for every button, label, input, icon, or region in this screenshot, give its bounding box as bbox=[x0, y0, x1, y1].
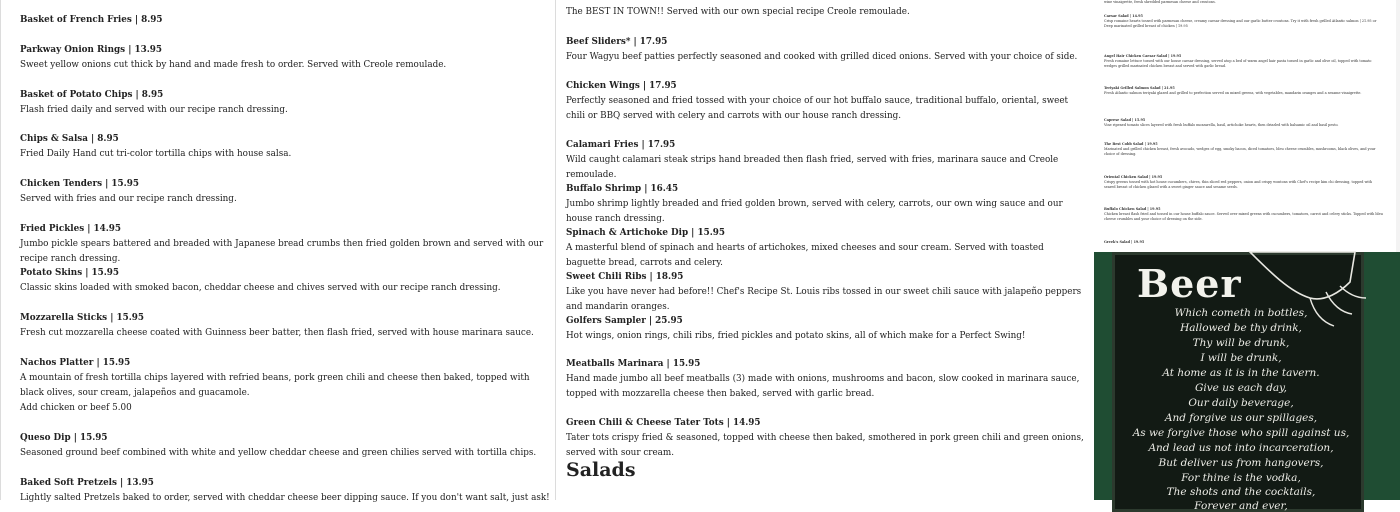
chalkboard-line: Hallowed be thy drink, bbox=[1180, 322, 1302, 334]
menu-item bbox=[20, 431, 547, 461]
thumbnail-item bbox=[1104, 207, 1384, 221]
chalkboard-line: Forever and ever, bbox=[1194, 500, 1288, 512]
menu-item bbox=[566, 416, 1086, 461]
menu-item-title: Chicken Wings | 17.95 bbox=[566, 81, 677, 91]
chalkboard-line: Give us each day, bbox=[1194, 382, 1288, 394]
chalkboard-line: For thine is the vodka, bbox=[1181, 472, 1301, 484]
thumbnail-item-description: Crisp romaine hearts tossed with parmesan cheese, creamy caesar dressing and our garlic butter croutons. Try it with fresh grilled Atlantic salmon | 21.95 or Deep marinated grilled breast of chicken | 19.95 bbox=[1104, 18, 1377, 28]
menu-item-description: Perfectly seasoned and fried tossed with your choice of our hot buffalo sauce, traditional buffalo, oriental, sweet chili or BBQ served with celery and carrots with our house ranch dressing. bbox=[566, 96, 1069, 121]
menu-item bbox=[20, 132, 547, 162]
menu-item-description: A masterful blend of spinach and hearts of artichokes, mixed cheeses and sour cream. Served with toasted baguette bread, carrots and celery. bbox=[566, 243, 1044, 268]
menu-item bbox=[20, 13, 547, 28]
thumbnail-item-title: Angel Hair Chicken Caesar Salad | 19.95 bbox=[1104, 54, 1182, 58]
menu-item-title: Basket of Potato Chips | 8.95 bbox=[20, 90, 164, 100]
menu-item-description: Fresh cut mozzarella cheese coated with Guinness beer batter, then flash fried, served with house marinara sauce. bbox=[20, 328, 534, 338]
thumbnail-item-title: Caesar Salad | 14.95 bbox=[1104, 14, 1143, 18]
menu-item-description: Hot wings, onion rings, chili ribs, fried pickles and potato skins, all of which make for a Perfect Swing! bbox=[566, 331, 1026, 341]
menu-item bbox=[566, 357, 1086, 402]
menu-item-title: Green Chili & Cheese Tater Tots | 14.95 bbox=[566, 418, 761, 428]
menu-item bbox=[20, 222, 547, 267]
appetizers-left-column bbox=[0, 0, 556, 503]
menu-item-description: Hand made jumbo all beef meatballs (3) made with onions, mushrooms and bacon, slow cooked in marinara sauce, topped with mozzarella cheese then baked, served with garlic bread. bbox=[566, 374, 1080, 399]
menu-item-title: Fried Pickles | 14.95 bbox=[20, 224, 122, 234]
chalkboard-line: Our daily beverage, bbox=[1188, 397, 1294, 409]
chalkboard-line: And lead us not into incarceration, bbox=[1148, 442, 1334, 454]
menu-item-description: The BEST IN TOWN!! Served with our own special recipe Creole remoulade. bbox=[566, 7, 910, 17]
menu-item-description: Tater tots crispy fried & seasoned, topped with cheese then baked, smothered in pork green chili and green onions, served with sour cream. bbox=[566, 433, 1084, 458]
menu-item-description: Jumbo pickle spears battered and breaded with Japanese bread crumbs then fried golden brown and served with our recipe ranch dressing. bbox=[20, 239, 544, 264]
thumbnail-item-description: Marinated and grilled chicken breast, fresh avocado, wedges of egg, smoky bacon, diced tomatoes, bleu cheese crumbles, mushrooms, black olives, and your choice of dressing. bbox=[1104, 146, 1376, 156]
beer-prayer-chalkboard-photo bbox=[1094, 252, 1400, 512]
menu-item bbox=[566, 138, 1086, 183]
menu-item-title: Parkway Onion Rings | 13.95 bbox=[20, 45, 163, 55]
thumbnail-item bbox=[1104, 240, 1384, 245]
menu-item-description: Flash fried daily and served with our recipe ranch dressing. bbox=[20, 105, 288, 115]
menu-item-title: Baked Soft Pretzels | 13.95 bbox=[20, 478, 154, 488]
menu-item-description: Four Wagyu beef patties perfectly seasoned and cooked with grilled diced onions. Served with your choice of side. bbox=[566, 52, 1078, 62]
thumbnail-item-title: Oriental Chicken Salad | 19.95 bbox=[1104, 175, 1163, 179]
menu-item-addon: Add chicken or beef 5.00 bbox=[20, 403, 132, 413]
menu-item-title: Calamari Fries | 17.95 bbox=[566, 140, 676, 150]
thumbnail-text: wine vinaigrette, fresh shredded parmesan cheese and croutons. bbox=[1104, 0, 1216, 4]
appetizers-middle-column bbox=[556, 0, 1094, 500]
menu-item-title: Basket of French Fries | 8.95 bbox=[20, 15, 163, 25]
menu-item-title: Sweet Chili Ribs | 18.95 bbox=[566, 272, 684, 282]
menu-item bbox=[566, 182, 1086, 227]
menu-item bbox=[566, 314, 1086, 344]
menu-item-description: Wild caught calamari steak strips hand breaded then flash fried, served with fries, marinara sauce and Creole remoulade. bbox=[566, 155, 1059, 180]
menu-item bbox=[20, 311, 547, 341]
thumbnail-item bbox=[1104, 118, 1384, 128]
menu-item-title: Chips & Salsa | 8.95 bbox=[20, 134, 119, 144]
chalkboard-line: But deliver us from hangovers, bbox=[1158, 457, 1324, 469]
chalkboard-line: The shots and the cocktails, bbox=[1166, 486, 1316, 498]
chalkboard-title: Beer bbox=[1137, 261, 1242, 306]
menu-item bbox=[20, 177, 547, 207]
thumbnail-item-title: Buffalo Chicken Salad | 19.95 bbox=[1104, 207, 1161, 211]
thumbnail-item-title: Teriyaki Grilled Salmon Salad | 21.95 bbox=[1104, 86, 1175, 90]
thumbnail-item bbox=[1104, 86, 1384, 96]
menu-item-description: Fried Daily Hand cut tri-color tortilla chips with house salsa. bbox=[20, 149, 292, 159]
thumbnail-item-title: The Best Cobb Salad | 19.95 bbox=[1104, 142, 1158, 146]
section-heading: Salads bbox=[566, 459, 636, 481]
menu-item-title: Potato Skins | 15.95 bbox=[20, 268, 120, 278]
chalkboard-line: At home as it is in the tavern. bbox=[1162, 367, 1320, 379]
menu-item bbox=[566, 270, 1086, 315]
chalkboard-line: I will be drunk, bbox=[1200, 352, 1282, 364]
menu-item-description: Like you have never had before!! Chef's Recipe St. Louis ribs tossed in our sweet chili sauce with jalapeño peppers and mandarin oranges. bbox=[566, 287, 1082, 312]
menu-item bbox=[20, 266, 547, 296]
menu-item-description: Seasoned ground beef combined with white and yellow cheddar cheese and green chilies served with tortilla chips. bbox=[20, 448, 537, 458]
menu-item-description: A mountain of fresh tortilla chips layered with refried beans, pork green chili and cheese then baked, topped with black olives, sour cream, jalapeños and guacamole. bbox=[20, 373, 530, 398]
thumbnail-item bbox=[1104, 54, 1384, 68]
thumbnail-item bbox=[1104, 142, 1384, 156]
menu-item bbox=[566, 79, 1086, 124]
menu-item-title: Mozzarella Sticks | 15.95 bbox=[20, 313, 145, 323]
chalkboard-line: Thy will be drunk, bbox=[1192, 337, 1290, 349]
menu-item-title: Buffalo Shrimp | 16.45 bbox=[566, 184, 679, 194]
menu-item bbox=[566, 226, 1086, 271]
menu-item bbox=[20, 356, 547, 416]
thumbnail-item bbox=[1104, 175, 1384, 189]
thumbnail-item-description: Fresh romaine lettuce tossed with our house caesar dressing, served atop a bed of warm angel hair pasta tossed in garlic and olive oil, topped with tomato wedges grilled marinated chicken breast and served with garlic bread. bbox=[1104, 58, 1372, 68]
menu-item-title: Spinach & Artichoke Dip | 15.95 bbox=[566, 228, 725, 238]
chalkboard-line: And forgive us our spillages, bbox=[1164, 412, 1318, 424]
menu-item-title: Beef Sliders* | 17.95 bbox=[566, 37, 668, 47]
chalkboard-line: Which cometh in bottles, bbox=[1174, 307, 1308, 319]
menu-item-title: Golfers Sampler | 25.95 bbox=[566, 316, 683, 326]
menu-item-description: Jumbo shrimp lightly breaded and fried golden brown, served with celery, carrots, our own wing sauce and our house ranch dressing. bbox=[566, 199, 1063, 224]
menu-item bbox=[566, 35, 1086, 65]
menu-item-description: Sweet yellow onions cut thick by hand and made fresh to order. Served with Creole remoulade. bbox=[20, 60, 447, 70]
thumbnail-item bbox=[1104, 14, 1384, 28]
thumbnail-item-title: Greek's Salad | 19.95 bbox=[1104, 240, 1145, 244]
menu-item-title: Meatballs Marinara | 15.95 bbox=[566, 359, 701, 369]
menu-item-description: Lightly salted Pretzels baked to order, served with cheddar cheese beer dipping sauce. If you don't want salt, just ask! bbox=[20, 493, 550, 503]
chalk-hand-drawing bbox=[1230, 252, 1400, 352]
menu-item bbox=[20, 43, 547, 73]
salad-menu-page bbox=[1094, 0, 1396, 252]
thumbnail-item-description: Crispy greens tossed with hot house cucumbers, chives, thin sliced red peppers, onion and crispy wontons with Chef's recipe kim chi dressing, topped with seared breast of chicken glazed with a sweet ginger sauce and sesame seeds. bbox=[1104, 179, 1373, 189]
thumbnail-item-description: Fresh Atlantic salmon teriyaki glazed and grilled to perfection served on mixed greens, with vegetables, mandarin oranges and a sesame vinaigrette. bbox=[1104, 90, 1362, 95]
menu-item bbox=[20, 476, 550, 506]
thumbnail-item-description: Vine ripened tomato slices layered with fresh buffalo mozzarella, basil, artichoke hearts, then drizzled with balsamic oil and basil pesto. bbox=[1104, 122, 1339, 127]
menu-item-title: Queso Dip | 15.95 bbox=[20, 433, 108, 443]
menu-item-title: Nachos Platter | 15.95 bbox=[20, 358, 131, 368]
chalkboard-line: As we forgive those who spill against us, bbox=[1132, 427, 1350, 439]
menu-item bbox=[20, 88, 547, 118]
thumbnail-item-description: Chicken breast flash fried and tossed in our house buffalo sauce. Served over mixed greens with cucumbers, tomatoes, carrot and celery sticks. Topped with bleu cheese crumbles and your choice of dressing on the side. bbox=[1104, 211, 1383, 221]
menu-item-description: Served with fries and our recipe ranch dressing. bbox=[20, 194, 237, 204]
thumbnail-item-title: Caprese Salad | 15.95 bbox=[1104, 118, 1146, 122]
menu-item-title: Chicken Tenders | 15.95 bbox=[20, 179, 139, 189]
menu-item-description: Classic skins loaded with smoked bacon, cheddar cheese and chives served with our recipe ranch dressing. bbox=[20, 283, 501, 293]
menu-page-thumbnail bbox=[1094, 0, 1400, 512]
